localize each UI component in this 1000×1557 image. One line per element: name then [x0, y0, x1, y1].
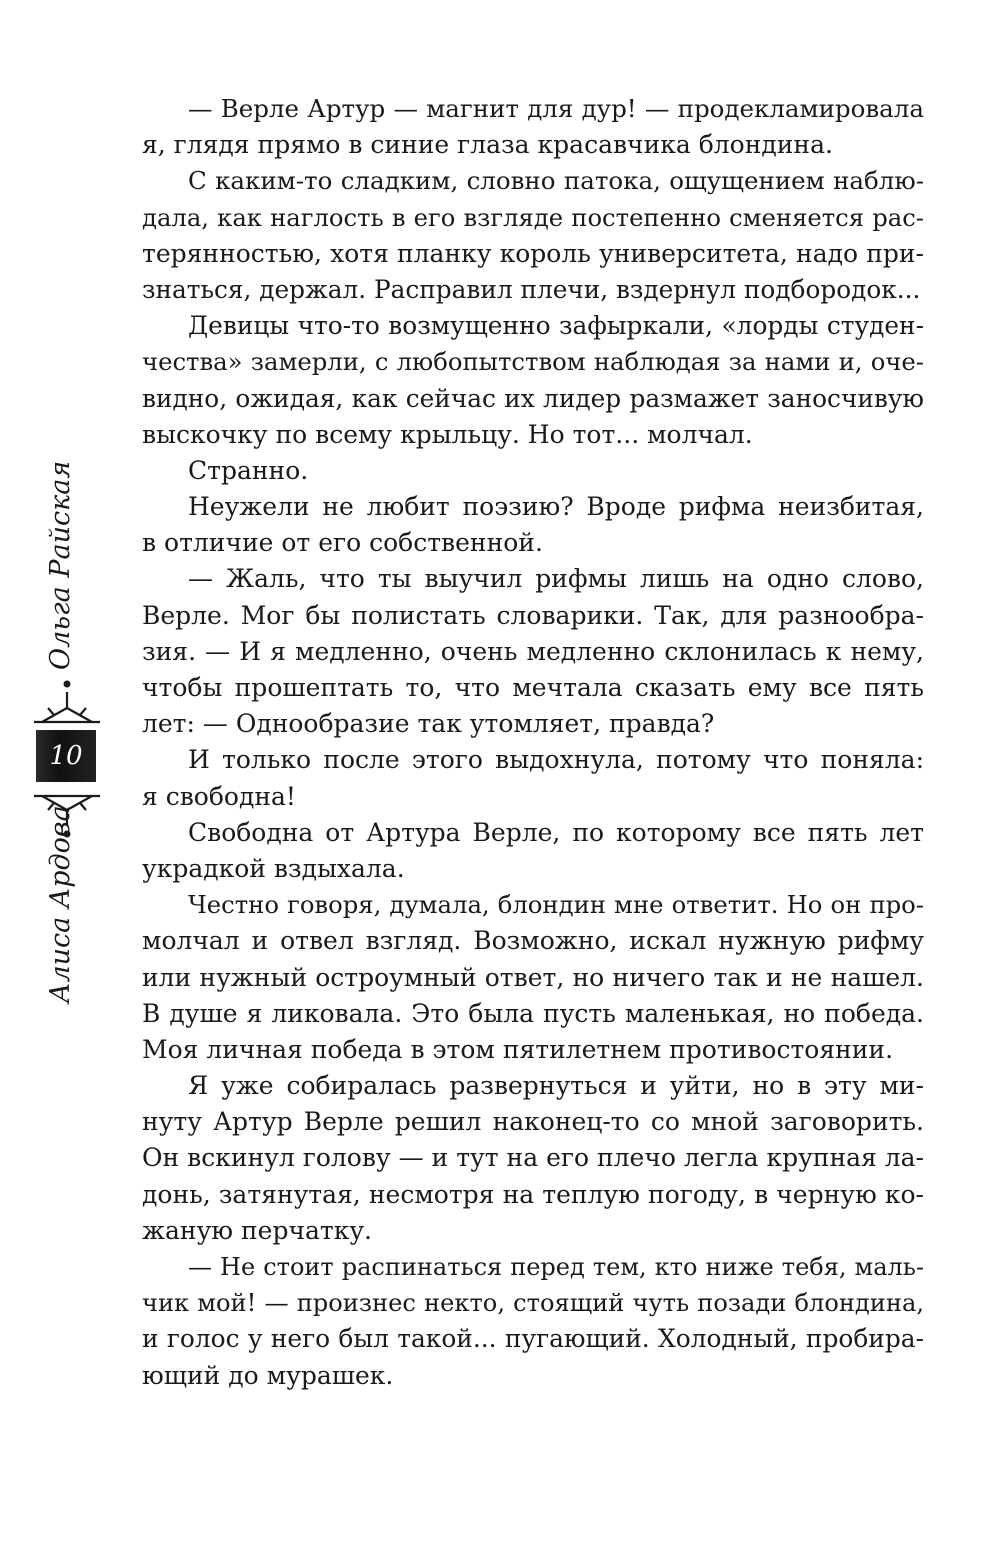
- text-line: терянностью, хотя планку король университета, надо при-: [142, 238, 924, 268]
- text-line: молчал и отвел взгляд. Возможно, искал нужную рифму: [142, 926, 924, 956]
- text-line: донь, затянутая, несмотря на теплую погоду, в черную ко-: [142, 1179, 924, 1209]
- text-line: знаться, держал. Расправил плечи, вздернул подбородок...: [142, 274, 921, 304]
- text-line: С каким-то сладким, словно патока, ощущением наблю-: [188, 166, 924, 196]
- text-line: выскочку по всему крыльцу. Но тот... молчал.: [142, 419, 753, 449]
- text-line: — Верле Артур — магнит для дур! — продекламировала: [188, 94, 924, 123]
- text-line: лет: — Однообразие так утомляет, правда?: [142, 709, 715, 739]
- text-line: Он вскинул голову — и тут на его плечо легла крупная ла-: [142, 1143, 924, 1173]
- text-line: Я уже собиралась развернуться и уйти, но в эту ми-: [188, 1071, 924, 1101]
- text-line: чик мой! — произнес некто, стоящий чуть позади блондина,: [142, 1289, 924, 1318]
- text-line: или нужный остроумный ответ, но ничего так и не нашел.: [142, 962, 924, 992]
- text-line: и голос у него был такой... пугающий. Холодный, пробира-: [142, 1324, 924, 1354]
- text-line: нуту Артур Верле решил наконец-то со мной заговорить.: [142, 1107, 924, 1137]
- text-line: Неужели не любит поэзию? Вроде рифма неизбитая,: [188, 492, 924, 522]
- text-line: в отличие от его собственной.: [142, 528, 543, 558]
- text-line: Честно говоря, думала, блондин мне ответит. Но он про-: [188, 890, 924, 920]
- running-head: [0, 0, 140, 1557]
- text-line: — Жаль, что ты выучил рифмы лишь на одно слово,: [188, 564, 924, 594]
- text-line: украдкой вздыхала.: [142, 853, 405, 883]
- ornament-top-icon: [32, 678, 102, 728]
- text-line: я, глядя прямо в синие глаза красавчика блондина.: [142, 130, 833, 160]
- text-line: — Не стоит распинаться перед тем, кто ниже тебя, маль-: [188, 1253, 924, 1281]
- text-line: жаную перчатку.: [142, 1215, 372, 1245]
- author-name: Алиса Ардова: [45, 805, 76, 1003]
- text-line: В душе я ликовала. Это была пусть маленькая, но победа.: [142, 998, 924, 1028]
- text-line: И только после этого выдохнула, потому что поняла:: [188, 745, 924, 775]
- text-line: Верле. Мог бы полистать словарики. Так, для разнообра-: [142, 600, 924, 630]
- coauthor-name: Ольга Райская: [45, 460, 76, 670]
- text-line: зия. — И я медленно, очень медленно склонилась к нему,: [142, 636, 924, 666]
- page-number: 10: [49, 741, 83, 771]
- text-line: Странно.: [188, 455, 309, 485]
- text-line: ющий до мурашек.: [142, 1360, 394, 1390]
- text-line: Свободна от Артура Верле, по которому все пять лет: [188, 817, 924, 847]
- text-line: чества» замерли, с любопытством наблюдая за нами и, оче-: [142, 347, 924, 377]
- text-line: дала, как наглость в его взгляде постепенно сменяется рас-: [142, 202, 924, 232]
- page-number-box: [36, 730, 96, 782]
- text-line: чтобы прошептать то, что мечтала сказать ему все пять: [142, 673, 924, 702]
- text-line: Моя личная победа в этом пятилетнем противостоянии.: [142, 1034, 894, 1064]
- text-line: видно, ожидая, как сейчас их лидер размажет заносчивую: [142, 383, 924, 413]
- text-line: Девицы что-то возмущенно зафыркали, «лорды студен-: [188, 311, 924, 341]
- body-text: [142, 91, 924, 1394]
- text-line: я свободна!: [142, 781, 296, 811]
